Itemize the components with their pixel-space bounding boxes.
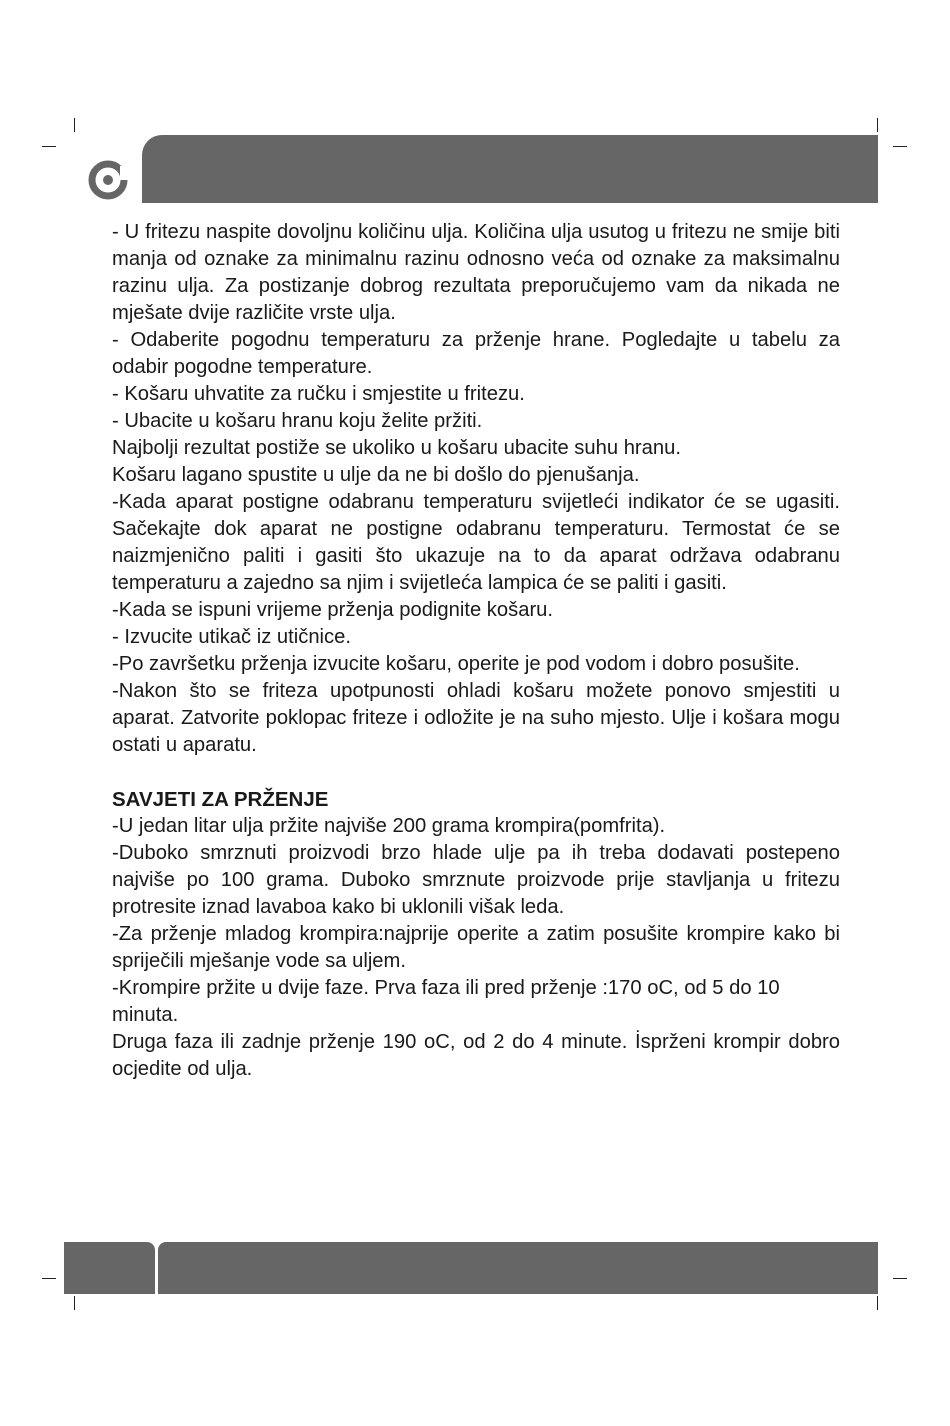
paragraph: - Izvucite utikač iz utičnice. (112, 626, 351, 648)
paragraph: -Kada aparat postigne odabranu temperaturu svijetleći indikator će se ugasiti. Sačekajte dok aparat ne postigne odabranu temperaturu. Termostat će se naizmjenično paliti i gasiti što ukazuje na to da aparat održava odabranu temperaturu a zajedno sa njim i svijetleća lampica će se paliti i gasiti. (112, 491, 840, 594)
circle-logo-icon (86, 158, 130, 202)
paragraph: -Kada se ispuni vrijeme prženja podignite košaru. (112, 599, 554, 621)
footer-page-box (64, 1242, 155, 1294)
crop-mark (893, 146, 907, 147)
crop-mark (877, 1296, 878, 1310)
crop-mark (42, 1278, 56, 1279)
crop-mark (877, 118, 878, 132)
crop-mark (893, 1278, 907, 1279)
paragraph: - Ubacite u košaru hranu koju želite pržiti. (112, 410, 483, 432)
paragraph: -Za prženje mladog krompira:najprije operite a zatim posušite krompire kako bi spriječili mješanje vode sa uljem. (112, 923, 840, 972)
paragraph: - Odaberite pogodnu temperaturu za prženje hrane. Pogledajte u tabelu za odabir pogodne temperature. (112, 329, 840, 378)
paragraph: -Krompire pržite u dvije faze. Prva faza ili pred prženje :170 oC, od 5 do 10 minuta. (112, 977, 780, 1026)
paragraph: Druga faza ili zadnje prženje 190 oC, od 2 do 4 minute. İsprženi krompir dobro ocjedite od ulja. (112, 1031, 840, 1080)
paragraph: -U jedan litar ulja pržite najviše 200 grama krompira(pomfrita). (112, 815, 666, 837)
paragraph: -Nakon što se friteza upotpunosti ohladi košaru možete ponovo smjestiti u aparat. Zatvorite poklopac friteze i odložite je na suho mjesto. Ulje i košara mogu ostati u aparatu. (112, 680, 840, 756)
paragraph: -Po završetku prženja izvucite košaru, operite je pod vodom i dobro posušite. (112, 653, 800, 675)
crop-mark (74, 118, 75, 132)
footer-bar (158, 1242, 878, 1294)
paragraph: Najbolji rezultat postiže se ukoliko u košaru ubacite suhu hranu. (112, 437, 681, 459)
crop-mark (42, 146, 56, 147)
crop-mark (74, 1296, 75, 1310)
header-bar (142, 135, 878, 203)
page-content (112, 219, 840, 1083)
paragraph: - Košaru uhvatite za ručku i smjestite u fritezu. (112, 383, 525, 405)
paragraph: Košaru lagano spustite u ulje da ne bi došlo do pjenušanja. (112, 464, 640, 486)
paragraph: - U fritezu naspite dovoljnu količinu ulja. Količina ulja usutog u fritezu ne smije biti manja od oznake za minimalnu razinu odnosno veća od oznake za maksimalnu razinu ulja. Za postizanje dobrog rezultata preporučujemo vam da nikada ne mješate dvije različite vrste ulja. (112, 221, 840, 324)
paragraph: -Duboko smrznuti proizvodi brzo hlade ulje pa ih treba dodavati postepeno najviše po 100 grama. Duboko smrznute proizvode prije stavljanja u fritezu protresite iznad lavaboa kako bi uklonili višak leda. (112, 842, 840, 918)
section-heading: SAVJETI ZA PRŽENJE (112, 788, 329, 811)
